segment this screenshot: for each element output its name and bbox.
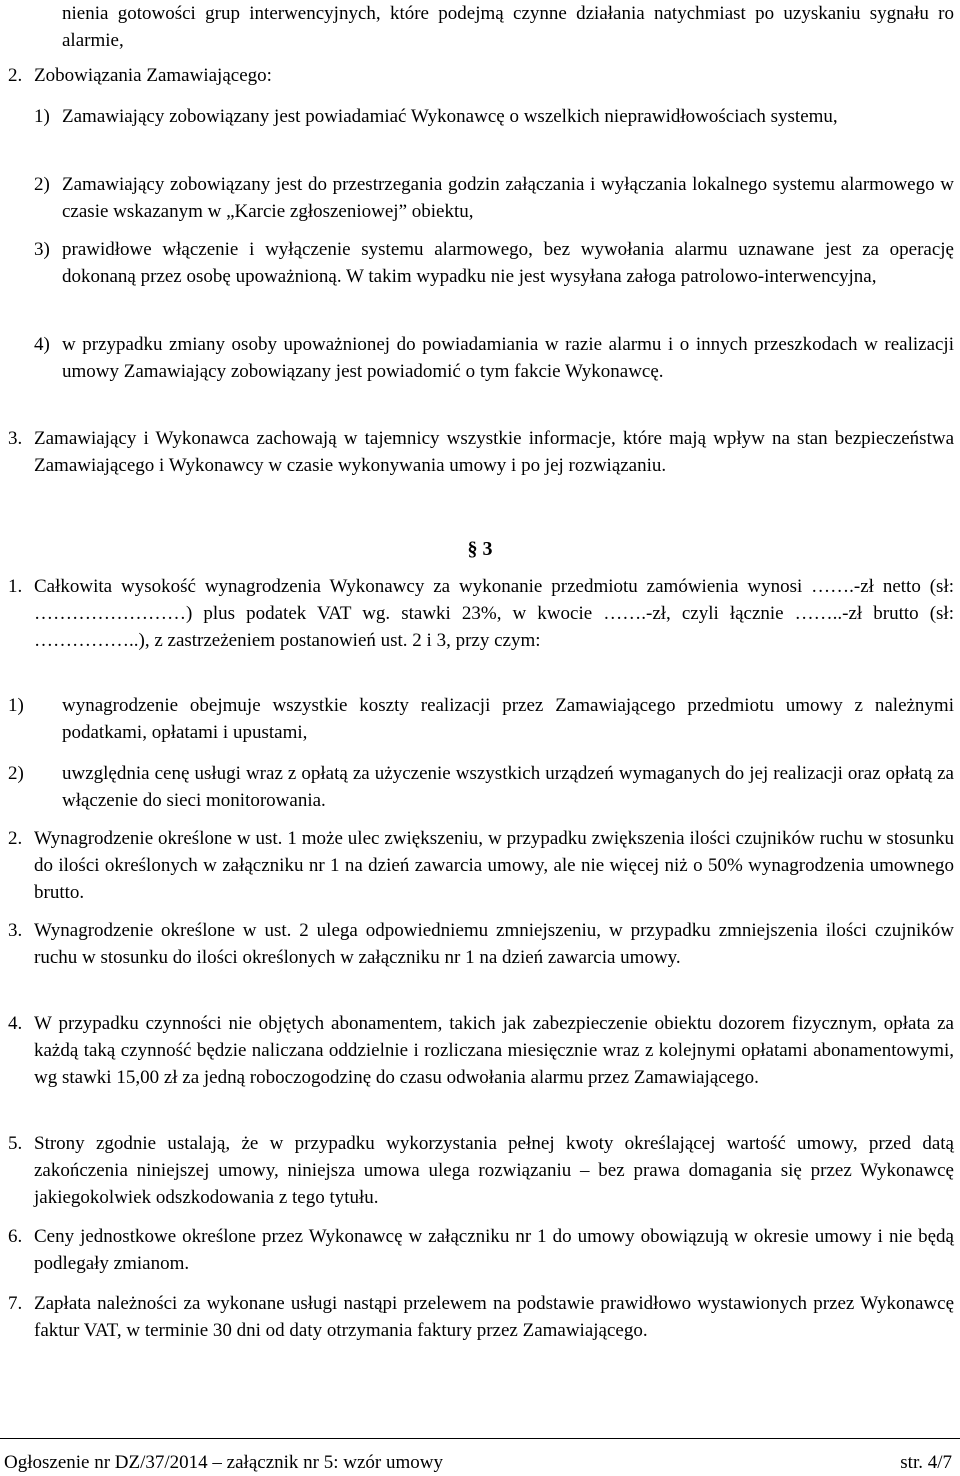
- paragraph-5-text: Strony zgodnie ustalają, że w przypadku wykorzystania pełnej kwoty określającej wartość umowy, przed datą zakończenia niniejszej umowy, niniejsza umowa ulega rozwiązaniu – bez prawa domagania się przez Wykonawcę jakiegokolwiek odszkodowania z tego tytułu.: [34, 1133, 954, 1208]
- paragraph-1-item-2-number: 2): [8, 763, 24, 784]
- point-2-item-2-text: Zamawiający zobowiązany jest do przestrzegania godzin załączania i wyłączania lokalnego systemu alarmowego w czasie wskazanym w „Karcie zgłoszeniowej” obiektu,: [62, 174, 954, 222]
- footer-page-number: str. 4/7: [900, 1452, 952, 1473]
- paragraph-6-number: 6.: [8, 1226, 23, 1247]
- paragraph-4-text: W przypadku czynności nie objętych abonamentem, takich jak zabezpieczenie obiektu dozorem fizycznym, opłata za każdą taką czynność będzie naliczana oddzielnie i rozliczana miesięcznie wraz z kolejnymi opłatami abonamentowymi, wg stawki 15,00 zł za jedną roboczogodzinę do czasu odwołania alarmu przez Zamawiającego.: [34, 1013, 954, 1088]
- point-2-item-1-text: Zamawiający zobowiązany jest powiadamiać Wykonawcę o wszelkich nieprawidłowościach systemu,: [62, 106, 838, 127]
- paragraph-2-number: 2.: [8, 828, 23, 849]
- point-2-item-4-number: 4): [34, 334, 50, 355]
- point-2-item-3-text: prawidłowe włączenie i wyłączenie systemu alarmowego, bez wywołania alarmu uznawane jest za operację dokonaną przez osobę upoważnioną. W takim wypadku nie jest wysyłana załoga patrolowo-interwencyjna,: [62, 239, 954, 287]
- point-3-number: 3.: [8, 428, 23, 449]
- intro-continuation: nienia gotowości grup interwencyjnych, które podejmą czynne działania natychmiast po uzyskaniu sygnału ro alarmie,: [62, 3, 954, 51]
- point-2-title: Zobowiązania Zamawiającego:: [34, 65, 272, 86]
- paragraph-1-text: Całkowita wysokość wynagrodzenia Wykonawcy za wykonanie przedmiotu zamówienia wynosi …….-zł netto (sł: ……………………) plus podatek VAT wg. stawki 23%, w kwocie …….-zł, czyli łącznie ……..-zł brutto (sł: ……………..), z zastrzeżeniem postanowień ust. 2 i 3, przy czym:: [34, 576, 954, 651]
- point-2-number: 2.: [8, 65, 23, 86]
- paragraph-1-item-2-text: uwzględnia cenę usługi wraz z opłatą za użyczenie wszystkich urządzeń wymaganych do jej realizacji oraz opłatą za włączenie do sieci monitorowania.: [62, 763, 954, 811]
- paragraph-3-number: 3.: [8, 920, 23, 941]
- paragraph-2-text: Wynagrodzenie określone w ust. 1 może ulec zwiększeniu, w przypadku zwiększenia ilości czujników ruchu w stosunku do ilości określonych w załączniku nr 1 na dzień zawarcia umowy, ale nie więcej niż o 50% wynagrodzenia umownego brutto.: [34, 828, 954, 903]
- point-2-item-1-number: 1): [34, 106, 50, 127]
- paragraph-7-text: Zapłata należności za wykonane usługi nastąpi przelewem na podstawie prawidłowo wystawionych przez Wykonawcę faktur VAT, w terminie 30 dni od daty otrzymania faktury przez Zamawiającego.: [34, 1293, 954, 1341]
- paragraph-6-text: Ceny jednostkowe określone przez Wykonawcę w załączniku nr 1 do umowy obowiązują w okresie umowy i nie będą podlegały zmianom.: [34, 1226, 954, 1274]
- point-2-item-2-number: 2): [34, 174, 50, 195]
- paragraph-4-number: 4.: [8, 1013, 23, 1034]
- paragraph-3-text: Wynagrodzenie określone w ust. 2 ulega odpowiedniemu zmniejszeniu, w przypadku zmniejszenia ilości czujników ruchu w stosunku do ilości określonych w załączniku nr 1 na dzień zawarcia umowy.: [34, 920, 954, 968]
- footer-divider: [0, 1438, 960, 1439]
- point-2-item-3-number: 3): [34, 239, 50, 260]
- paragraph-5-number: 5.: [8, 1133, 23, 1154]
- paragraph-1-item-1-number: 1): [8, 695, 24, 716]
- point-2-item-4-text: w przypadku zmiany osoby upoważnionej do powiadamiania w razie alarmu i o innych przeszkodach w realizacji umowy Zamawiający zobowiązany jest powiadomić o tym fakcie Wykonawcę.: [62, 334, 954, 382]
- footer-document-reference: Ogłoszenie nr DZ/37/2014 – załącznik nr 5: wzór umowy: [4, 1452, 443, 1473]
- section-heading: § 3: [467, 538, 493, 560]
- paragraph-7-number: 7.: [8, 1293, 23, 1314]
- paragraph-1-number: 1.: [8, 576, 23, 597]
- point-3-text: Zamawiający i Wykonawca zachowają w tajemnicy wszystkie informacje, które mają wpływ na stan bezpieczeństwa Zamawiającego i Wykonawcy w czasie wykonywania umowy i po jej rozwiązaniu.: [34, 428, 954, 476]
- paragraph-1-item-1-text: wynagrodzenie obejmuje wszystkie koszty realizacji przez Zamawiającego przedmiotu umowy z należnymi podatkami, opłatami i upustami,: [62, 695, 954, 743]
